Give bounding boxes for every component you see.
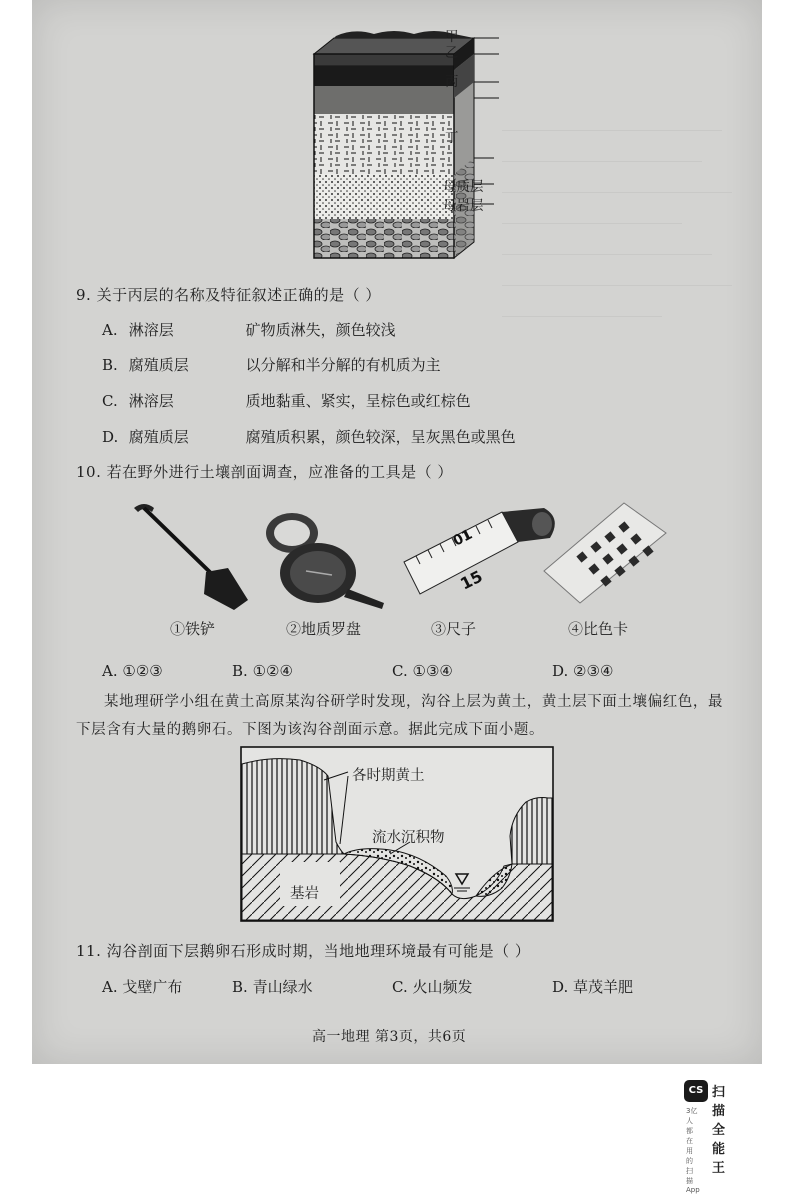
question-11-option-a[interactable] xyxy=(102,976,182,997)
option-text: ①③④ xyxy=(412,662,453,680)
tool-label-compass: ②地质罗盘 xyxy=(286,620,362,638)
question-9-option-d[interactable] xyxy=(102,426,516,447)
layer-label-ding: 丁 xyxy=(445,130,459,146)
option-desc: 以分解和半分解的有机质为主 xyxy=(245,356,441,374)
option-name: 腐殖质层 xyxy=(128,428,189,446)
question-11-stem: 11. 沟谷剖面下层鹅卵石形成时期，当地地理环境最有可能是（ ） xyxy=(76,942,531,960)
question-11-option-d[interactable] xyxy=(552,976,633,997)
option-text: ②③④ xyxy=(573,662,614,680)
option-text: 火山频发 xyxy=(412,978,473,996)
layer-label-bing: 丙 xyxy=(445,74,459,90)
question-10-stem: 10. 若在野外进行土壤剖面调查，应准备的工具是（ ） xyxy=(76,463,453,481)
layer-label-parent-material: 母质层 xyxy=(443,179,484,195)
option-letter: C. xyxy=(392,978,408,996)
tool-label-shovel: ①铁铲 xyxy=(170,620,216,638)
color-chart-icon xyxy=(540,497,670,607)
option-letter: A. xyxy=(102,662,118,680)
option-name: 腐殖质层 xyxy=(128,356,189,374)
soil-profile-diagram xyxy=(294,24,534,274)
option-desc: 腐殖质积累，颜色较深，呈灰黑色或黑色 xyxy=(245,428,516,446)
page-footer: 高一地理 第3页，共6页 xyxy=(312,1029,467,1045)
option-letter: B. xyxy=(232,978,248,996)
layer-label-yi: 乙 xyxy=(445,45,459,61)
passage-text: 某地理研学小组在黄土高原某沟谷研学时发现，沟谷上层为黄土，黄土层下面土壤偏红色，最下层含有大量的鹅卵石。下图为该沟谷剖面示意。据此完成下面小题。 xyxy=(76,694,724,738)
shovel-icon xyxy=(124,498,254,613)
option-text: 戈壁广布 xyxy=(122,978,183,996)
question-10-option-d[interactable] xyxy=(552,662,613,680)
cs-logo-icon: CS xyxy=(684,1080,708,1102)
option-letter: D. xyxy=(552,978,569,996)
option-letter: D. xyxy=(552,662,569,680)
valley-label-loess: 各时期黄土 xyxy=(352,768,425,784)
ruler-mark-15: 15 xyxy=(457,566,486,594)
valley-label-bedrock: 基岩 xyxy=(290,886,319,902)
option-text: 青山绿水 xyxy=(252,978,313,996)
option-letter: B. xyxy=(232,662,248,680)
tool-label-color-chart: ④比色卡 xyxy=(568,620,629,638)
question-9-option-a[interactable] xyxy=(102,319,396,340)
question-10-option-b[interactable] xyxy=(232,662,293,680)
tool-label-ruler: ③尺子 xyxy=(431,620,477,638)
question-9-option-c[interactable] xyxy=(102,390,471,411)
question-11-option-b[interactable] xyxy=(232,976,313,997)
app-slogan: 3亿人都在用的扫描App xyxy=(686,1107,700,1194)
option-letter: A. xyxy=(102,321,118,339)
option-letter: C. xyxy=(392,662,408,680)
option-desc: 质地黏重、紧实，呈棕色或红棕色 xyxy=(245,392,471,410)
exam-page xyxy=(32,0,762,1064)
question-10-option-c[interactable] xyxy=(392,662,453,680)
option-text: ①②③ xyxy=(122,662,163,680)
option-letter: B. xyxy=(102,356,118,374)
option-name: 淋溶层 xyxy=(128,392,174,410)
option-text: ①②④ xyxy=(252,662,293,680)
layer-label-jia: 甲 xyxy=(445,29,459,45)
option-name: 淋溶层 xyxy=(128,321,174,339)
option-desc: 矿物质淋失，颜色较浅 xyxy=(245,321,396,339)
option-text: 草茂羊肥 xyxy=(573,978,634,996)
valley-label-river-deposits: 流水沉积物 xyxy=(372,830,445,846)
question-10-option-a[interactable] xyxy=(102,662,163,680)
question-9-stem: 9. 关于丙层的名称及特征叙述正确的是（ ） xyxy=(76,286,381,304)
app-name: 扫描全能王 xyxy=(712,1085,726,1176)
option-letter: A. xyxy=(102,978,118,996)
option-letter: D. xyxy=(102,428,119,446)
bleed-through-text xyxy=(502,120,742,420)
layer-label-bedrock: 母岩层 xyxy=(443,198,484,214)
ruler-mark-01: 01 xyxy=(450,526,476,550)
compass-icon xyxy=(252,505,392,615)
question-11-option-c[interactable] xyxy=(392,976,473,997)
option-letter: C. xyxy=(102,392,118,410)
question-9-option-b[interactable] xyxy=(102,354,441,375)
